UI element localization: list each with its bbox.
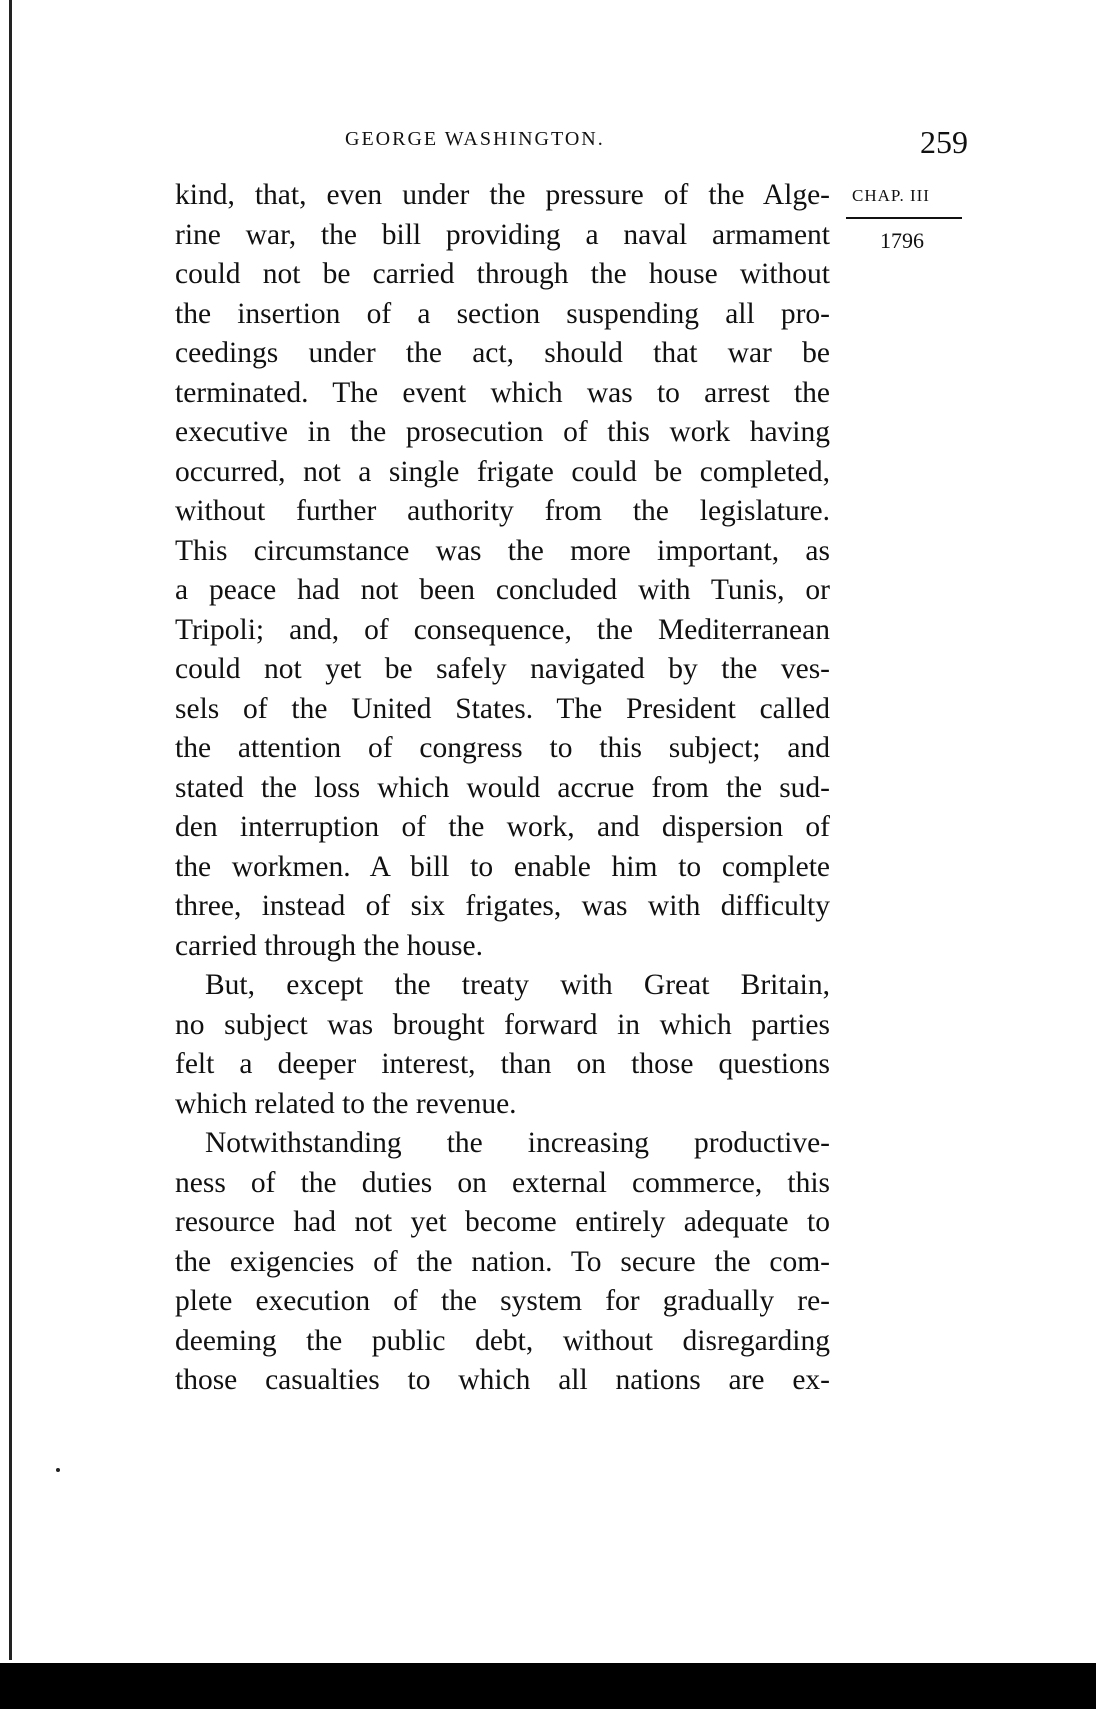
paragraph xyxy=(175,176,830,966)
text-line: deeming the public debt, without disregarding xyxy=(175,1324,830,1357)
text-line: rine war, the bill providing a naval armament xyxy=(175,218,830,251)
text-line: could not yet be safely navigated by the ves- xyxy=(175,653,830,685)
text-line: sels of the United States. The President called xyxy=(175,692,830,725)
page-number: 259 xyxy=(920,124,968,160)
paragraph xyxy=(175,966,830,1124)
body-text xyxy=(175,176,830,1401)
text-line: the insertion of a section suspending all pro- xyxy=(175,297,830,330)
text-line: a peace had not been concluded with Tunis, or xyxy=(175,574,830,606)
text-line: the exigencies of the nation. To secure the com- xyxy=(175,1245,830,1278)
text-line: could not be carried through the house without xyxy=(175,258,830,290)
text-line: which related to the revenue. xyxy=(175,1087,517,1120)
text-line: executive in the prosecution of this work having xyxy=(175,416,830,448)
text-line: occurred, not a single frigate could be completed, xyxy=(175,455,830,488)
scan-bottom-bar xyxy=(0,1663,1096,1709)
text-line: those casualties to which all nations are ex- xyxy=(175,1364,830,1396)
text-line: felt a deeper interest, than on those questions xyxy=(175,1048,830,1080)
text-line: But, except the treaty with Great Britain, xyxy=(205,969,830,1001)
margin-rule xyxy=(846,217,962,219)
scan-edge-line xyxy=(9,0,12,1660)
text-line: ceedings under the act, should that war be xyxy=(175,337,830,369)
text-line: plete execution of the system for gradually re- xyxy=(175,1285,830,1317)
text-line: den interruption of the work, and dispersion of xyxy=(175,811,830,843)
text-line: kind, that, even under the pressure of the Alge- xyxy=(175,179,830,211)
running-title: GEORGE WASHINGTON. xyxy=(345,128,605,150)
text-line: the workmen. A bill to enable him to complete xyxy=(175,850,830,883)
text-line: without further authority from the legislature. xyxy=(175,495,830,527)
text-line: three, instead of six frigates, was with difficulty xyxy=(175,890,830,922)
text-line: Tripoli; and, of consequence, the Mediterranean xyxy=(175,613,830,646)
text-line: resource had not yet become entirely adequate to xyxy=(175,1206,830,1238)
paragraph xyxy=(175,1124,830,1401)
text-line: This circumstance was the more important, as xyxy=(175,534,830,567)
margin-year: 1796 xyxy=(880,228,924,253)
text-line: carried through the house. xyxy=(175,929,484,962)
text-line: ness of the duties on external commerce, this xyxy=(175,1166,830,1199)
text-line: no subject was brought forward in which parties xyxy=(175,1008,830,1041)
text-line: the attention of congress to this subject; and xyxy=(175,732,830,764)
text-line: stated the loss which would accrue from the sud- xyxy=(175,771,830,804)
margin-chapter: CHAP. III xyxy=(852,186,930,205)
text-line: terminated. The event which was to arrest the xyxy=(175,376,830,409)
text-line: Notwithstanding the increasing productive- xyxy=(205,1127,830,1159)
scan-speck xyxy=(56,1468,60,1472)
